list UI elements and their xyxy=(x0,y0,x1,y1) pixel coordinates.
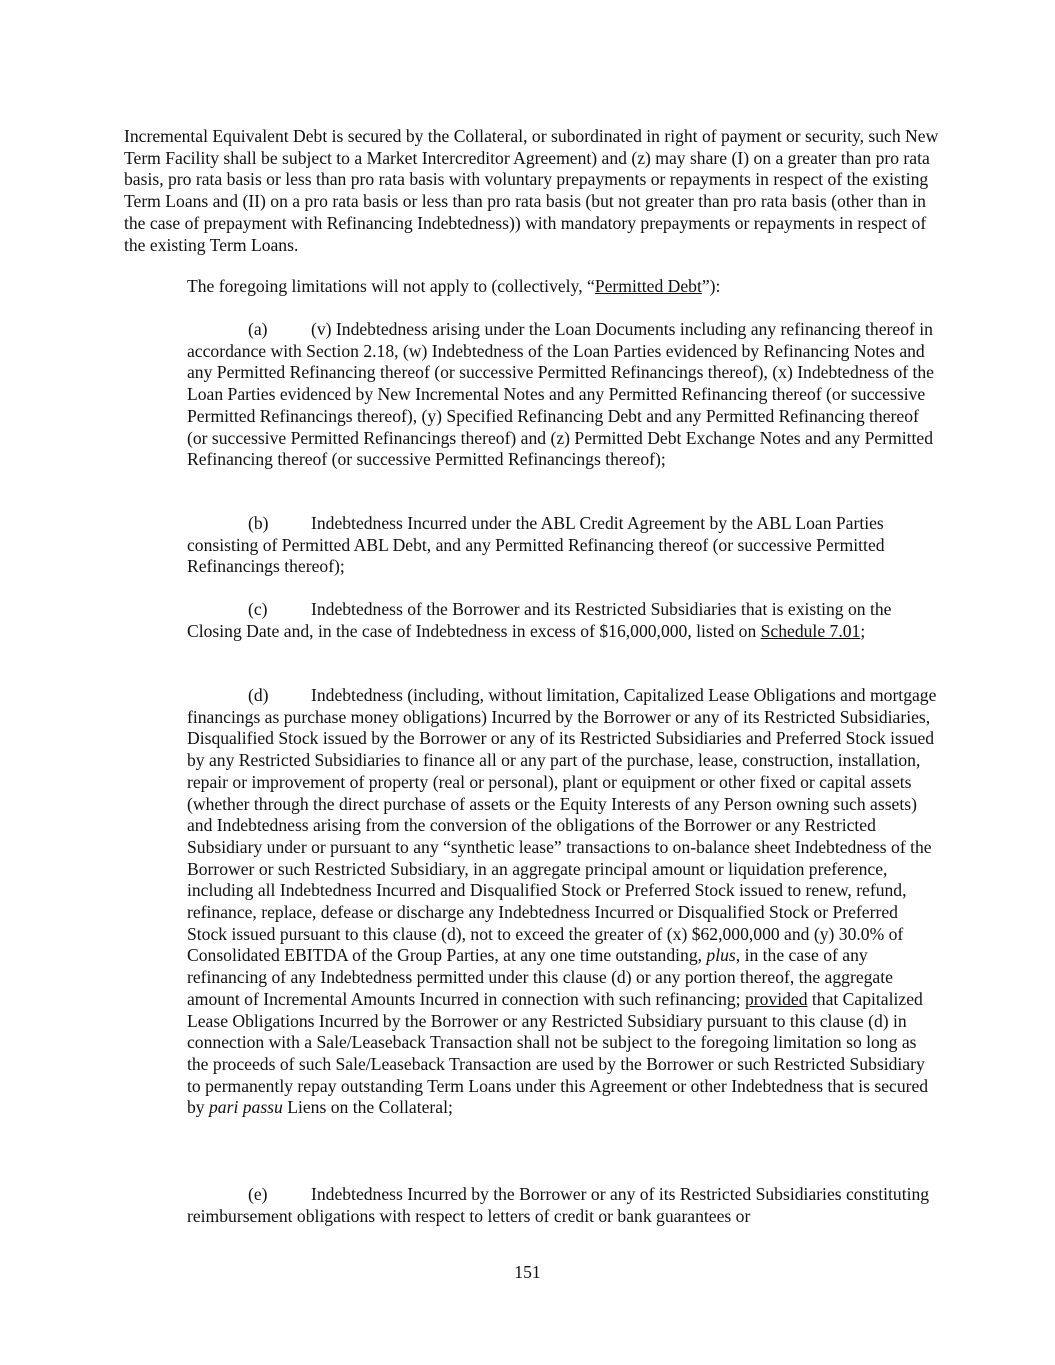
permitted-debt-defined-term: Permitted Debt xyxy=(594,276,702,296)
clause-d xyxy=(187,685,939,1119)
intro-text-before: The foregoing limitations will not apply to (collectively, “ xyxy=(187,276,595,296)
continuation-paragraph: Incremental Equivalent Debt is secured by the Collateral, or subordinated in right of payment or security, such New Term Facility shall be subject to a Market Intercreditor Agreement) and (z) may share (I) on a greater than pro rata basis, pro rata basis or less than pro rata basis with voluntary prepayments or repayments in respect of the existing Term Loans and (II) on a pro rata basis or less than pro rata basis (but not greater than pro rata basis (other than in the case of prepayment with Refinancing Indebtedness)) with mandatory prepayments or repayments in respect of the existing Term Loans. xyxy=(124,126,939,255)
clause-label: (c) xyxy=(248,599,268,619)
clause-c xyxy=(187,599,939,642)
pari-passu-term: pari passu xyxy=(209,1097,283,1118)
provided-term: provided xyxy=(744,988,808,1009)
clause-text: (v) Indebtedness arising under the Loan Documents including any refinancing thereof in accordance with Section 2.18, (w) Indebtedness of the Loan Parties evidenced by Refinancing Notes and any Permitted Refinancing thereof (or successive Permitted Refinancings thereof), (x) Indebtedness of the Loan Parties evidenced by New Incremental Notes and any Permitted Refinancing thereof (or successive Permitted Refinancings thereof), (y) Specified Refinancing Debt and any Permitted Refinancing thereof (or successive Permitted Refinancings thereof) and (z) Permitted Debt Exchange Notes and any Permitted Refinancing thereof (or successive Permitted Refinancings thereof); xyxy=(187,319,934,470)
schedule-reference: Schedule 7.01 xyxy=(760,620,861,641)
clause-label: (d) xyxy=(248,685,269,705)
intro-paragraph xyxy=(187,276,939,298)
clause-text-part2: , in the case of any refinancing of any Indebtedness permitted under this clause (d) or any portion thereof, the aggregate amount of Incremental Amounts Incurred in connection with such refinancing; xyxy=(187,945,893,1009)
clause-e xyxy=(187,1184,939,1227)
clause-text-part3: that Capitalized Lease Obligations Incurred by the Borrower or any Restricted Subsidiary pursuant to this clause (d) in connection with a Sale/Leaseback Transaction shall not be subject to the foregoing limitation so long as the proceeds of such Sale/Leaseback Transaction are used by the Borrower or such Restricted Subsidiary to permanently repay outstanding Term Loans under this Agreement or other Indebtedness that is secured by xyxy=(187,988,929,1118)
clause-end: ; xyxy=(860,620,866,641)
clause-text: Indebtedness Incurred under the ABL Credit Agreement by the ABL Loan Parties consisting of Permitted ABL Debt, and any Permitted Refinancing thereof (or successive Permitted Refinancings thereof); xyxy=(187,513,885,577)
intro-text-after: ”): xyxy=(701,276,721,296)
clause-text: Indebtedness Incurred by the Borrower or any of its Restricted Subsidiaries constituting reimbursement obligations with respect to letters of credit or bank guarantees or xyxy=(187,1184,930,1226)
clause-label: (e) xyxy=(248,1184,268,1204)
clause-text-part1: Indebtedness (including, without limitation, Capitalized Lease Obligations and mortgage financings as purchase money obligations) Incurred by the Borrower or any of its Restricted Subsidiaries, Disqualified Stock issued by the Borrower or any of its Restricted Subsidiaries and Preferred Stock issued by any Restricted Subsidiaries to finance all or any part of the purchase, lease, construction, installation, repair or improvement of property (real or personal), plant or equipment or other fixed or capital assets (whether through the direct purchase of assets or the Equity Interests of any Person owning such assets) and Indebtedness arising from the conversion of the obligations of the Borrower or any Restricted Subsidiary under or pursuant to any “synthetic lease” transactions to on-balance sheet Indebtedness of the Borrower or such Restricted Subsidiary, in an aggregate principal amount or liquidation preference, including all Indebtedness Incurred and Disqualified Stock or Preferred Stock issued to renew, refund, refinance, replace, defease or discharge any Indebtedness Incurred or Disqualified Stock or Preferred Stock issued pursuant to this clause (d), not to exceed the greater of (x) $62,000,000 and (y) 30.0% of Consolidated EBITDA of the Group Parties, at any one time outstanding, xyxy=(187,685,937,966)
page-number: 151 xyxy=(514,1262,541,1282)
clause-text: Indebtedness of the Borrower and its Restricted Subsidiaries that is existing on the Closing Date and, in the case of Indebtedness in excess of $16,000,000, listed on xyxy=(187,599,892,641)
clause-label: (b) xyxy=(248,513,269,533)
clause-b xyxy=(187,513,939,578)
plus-term: plus xyxy=(706,945,736,966)
clause-label: (a) xyxy=(248,319,268,339)
clause-text-part4: Liens on the Collateral; xyxy=(282,1097,453,1118)
clause-a xyxy=(187,319,939,471)
